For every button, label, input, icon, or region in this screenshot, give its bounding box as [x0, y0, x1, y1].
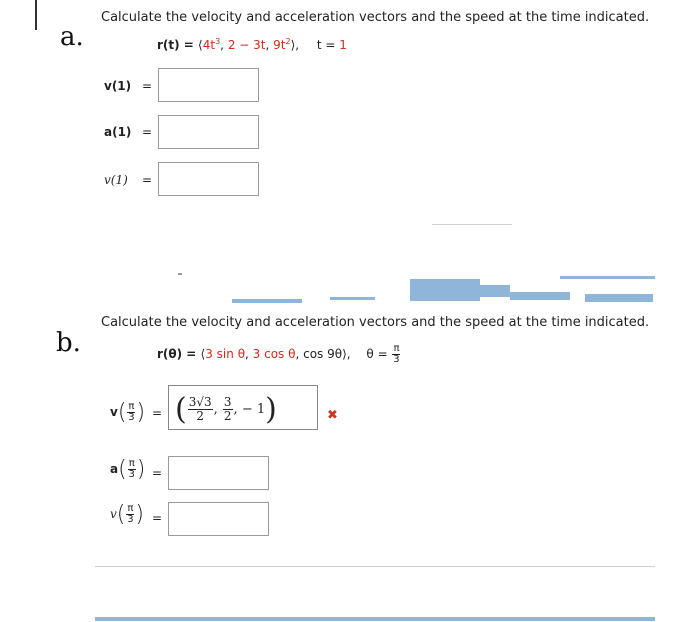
acceleration-answer-input[interactable] — [168, 456, 269, 490]
equals-sign: = — [152, 466, 163, 480]
highlight-strip — [560, 276, 655, 279]
r-of-t: r(t) = — [157, 38, 199, 52]
acceleration-answer-input[interactable] — [158, 115, 259, 149]
velocity-label: v( $\frac{\pi}{3}$ ) — [110, 400, 146, 425]
velocity-answer-field[interactable]: ( $\frac{3√3}{2}$ , $\frac{3}{2}$ , − 1) — [168, 385, 318, 430]
part-a-instruction: Calculate the velocity and acceleration vectors and the speed at the time indicated. — [101, 10, 650, 25]
highlight-strip — [232, 299, 302, 303]
incorrect-icon: ✖ — [327, 408, 338, 423]
speed-answer-input[interactable] — [168, 502, 269, 536]
velocity-label: v(1) — [104, 79, 132, 93]
speed-answer-input[interactable] — [158, 162, 259, 196]
part-b-instruction: Calculate the velocity and acceleration vectors and the speed at the time indicated. — [101, 315, 650, 330]
divider — [178, 273, 182, 275]
highlight-strip — [410, 279, 480, 301]
equals-sign: = — [142, 125, 153, 139]
divider — [95, 566, 655, 567]
part-b-label: b. — [56, 328, 81, 358]
highlight-strip — [480, 285, 510, 297]
highlight-strip — [95, 617, 655, 621]
highlight-strip — [510, 292, 570, 300]
equals-sign: = — [142, 79, 153, 93]
part-a-function: $r(t) = ⟨4t^3$, 2 − 3t, $9t^2⟩$, t = 1 — [157, 37, 347, 52]
acceleration-label: a( $\frac{\pi}{3}$ ) — [110, 457, 146, 482]
speed-label: v(1) — [104, 173, 128, 187]
highlight-strip — [330, 297, 375, 300]
highlight-strip — [585, 294, 653, 302]
part-a-label: a. — [60, 22, 84, 52]
part-b-function: r(θ) = ⟨3 sin θ, 3 cos θ, cos 9θ⟩, θ = $\frac{\pi}{3}$ — [157, 343, 400, 365]
equals-sign: = — [152, 511, 163, 525]
equals-sign: = — [152, 406, 163, 420]
margin-mark — [35, 0, 37, 30]
divider — [432, 224, 512, 225]
acceleration-label: a(1) — [104, 125, 132, 139]
equals-sign: = — [142, 173, 153, 187]
r-of-theta: r(θ) = — [157, 347, 201, 361]
speed-label: v( $\frac{\pi}{3}$ ) — [110, 502, 144, 527]
velocity-answer-input[interactable] — [158, 68, 259, 102]
